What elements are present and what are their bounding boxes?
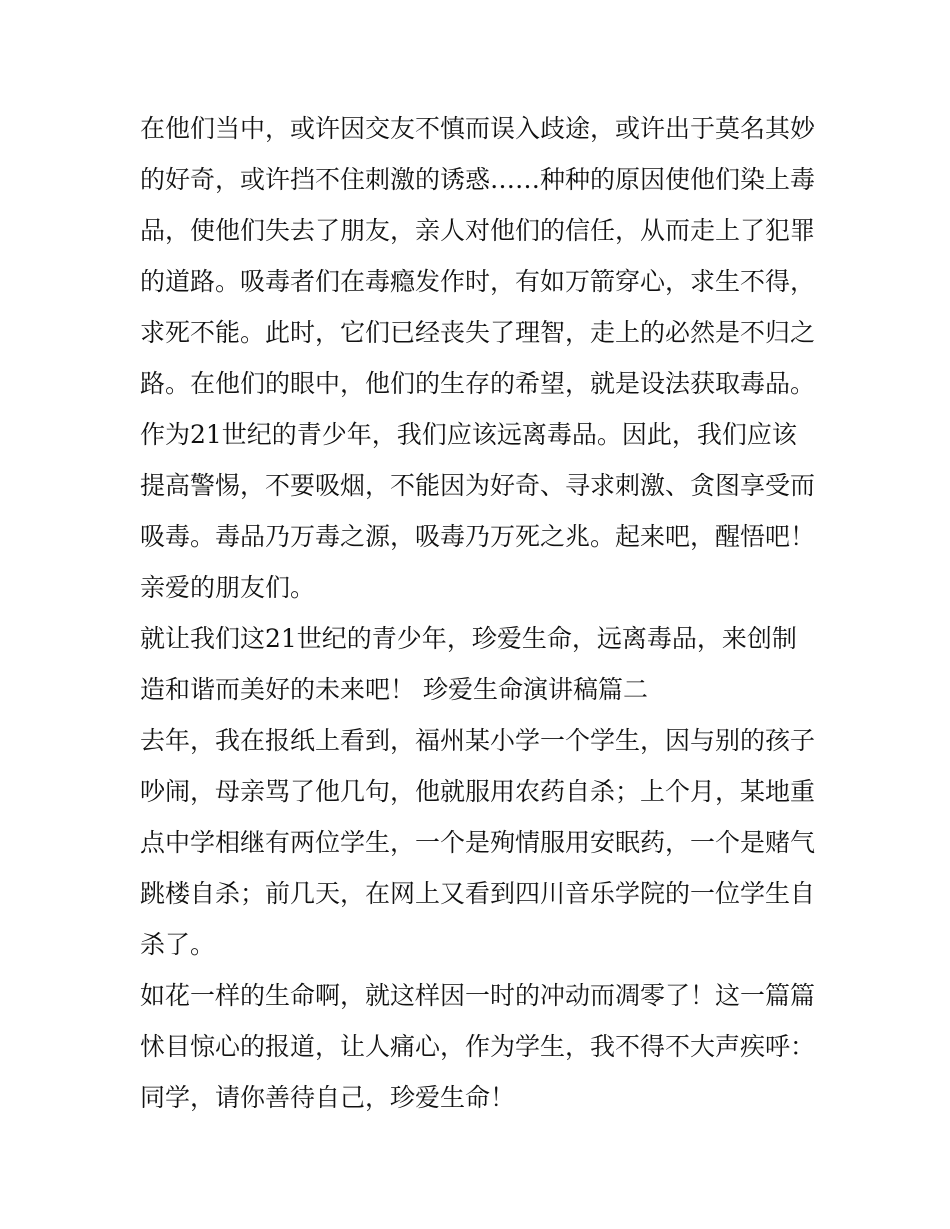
document-body bbox=[140, 103, 820, 1123]
text-line: 吸毒。毒品乃万毒之源，吸毒乃万死之兆。起来吧，醒悟吧！ bbox=[140, 522, 816, 551]
text-line: 路。在他们的眼中，他们的生存的希望，就是设法获取毒品。 bbox=[140, 369, 816, 398]
text-line: 吵闹，母亲骂了他几句，他就服用农药自杀；上个月，某地重 bbox=[140, 777, 816, 806]
text-line: 提高警惕，不要吸烟，不能因为好奇、寻求刺激、贪图享受而 bbox=[140, 471, 816, 500]
text-line: 点中学相继有两位学生，一个是殉情服用安眠药，一个是赌气 bbox=[140, 828, 816, 857]
text-line: 品，使他们失去了朋友，亲人对他们的信任，从而走上了犯罪 bbox=[140, 216, 816, 245]
text-line: 去年，我在报纸上看到，福州某小学一个学生，因与别的孩子 bbox=[140, 726, 816, 755]
text-line: 的好奇，或许挡不住刺激的诱惑……种种的原因使他们染上毒 bbox=[140, 165, 816, 194]
text-line: 怵目惊心的报道，让人痛心，作为学生，我不得不大声疾呼： bbox=[140, 1032, 816, 1061]
text-line: 作为21世纪的青少年，我们应该远离毒品。因此，我们应该 bbox=[140, 420, 797, 449]
text-line: 亲爱的朋友们。 bbox=[140, 573, 316, 602]
text-line: 的道路。吸毒者们在毒瘾发作时，有如万箭穿心，求生不得， bbox=[140, 267, 816, 296]
text-line: 杀了。 bbox=[140, 930, 216, 959]
text-line: 跳楼自杀；前几天，在网上又看到四川音乐学院的一位学生自 bbox=[140, 879, 816, 908]
text-line: 同学，请你善待自己，珍爱生命！ bbox=[140, 1083, 516, 1112]
text-line: 在他们当中，或许因交友不慎而误入歧途，或许出于莫名其妙 bbox=[140, 114, 816, 143]
text-line: 如花一样的生命啊，就这样因一时的冲动而凋零了！这一篇篇 bbox=[140, 981, 816, 1010]
text-line: 求死不能。此时，它们已经丧失了理智，走上的必然是不归之 bbox=[140, 318, 816, 347]
text-line: 造和谐而美好的未来吧！ 珍爱生命演讲稿篇二 bbox=[140, 675, 648, 704]
text-line: 就让我们这21世纪的青少年，珍爱生命，远离毒品，来创制 bbox=[140, 624, 797, 653]
